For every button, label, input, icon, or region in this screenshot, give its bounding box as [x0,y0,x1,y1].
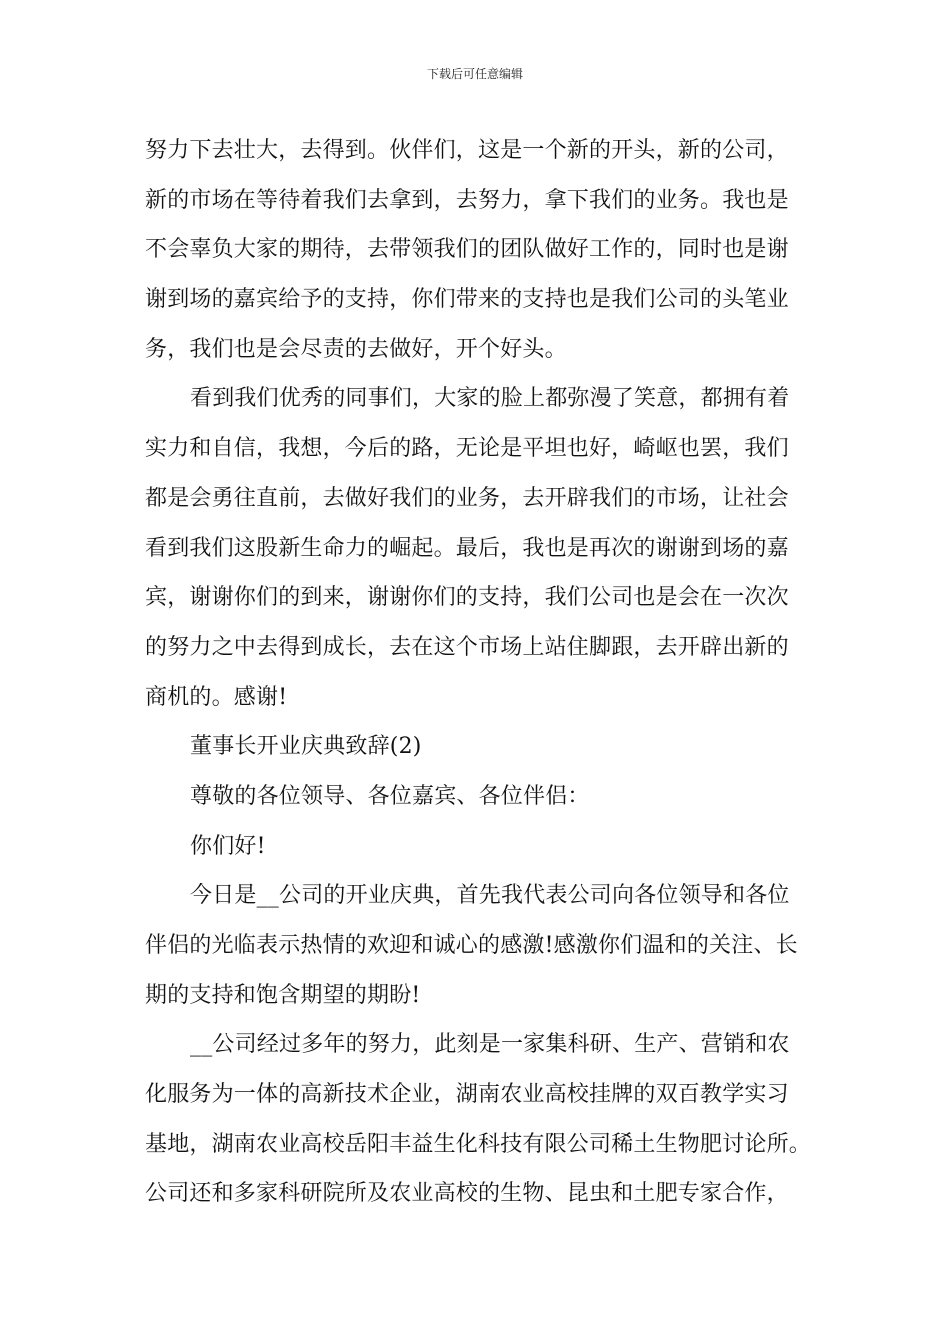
text-line: 你们好! [190,833,266,859]
page-header: 下载后可任意编辑 [426,67,523,81]
text-line: 努力下去壮大，去得到。伙伴们，这是一个新的开头，新的公司， [145,138,789,163]
text-line: 伴侣的光临表示热情的欢迎和诚心的感激!感激你们温和的关注、长 [145,933,798,958]
text-line: 新的市场在等待着我们去拿到，去努力，拿下我们的业务。我也是 [145,187,789,213]
text-line: 公司还和多家科研院所及农业高校的生物、昆虫和土肥专家合作， [145,1181,789,1207]
document-body [145,126,810,1219]
text-line: 务，我们也是会尽责的去做好，开个好头。 [145,336,567,362]
text-line: 期的支持和饱含期望的期盼! [145,982,421,1008]
text-line: 化服务为一体的高新技术企业，湖南农业高校挂牌的双百教学实习 [145,1082,789,1108]
text-line: __公司经过多年的努力，此刻是一家集科研、生产、营销和农 [190,1032,790,1058]
text-line: 商机的。感谢! [145,684,288,710]
text-line: 不会辜负大家的期待，去带领我们的团队做好工作的，同时也是谢 [145,237,789,263]
text-line: 今日是__公司的开业庆典，首先我代表公司向各位领导和各位 [190,883,790,909]
text-line: 看到我们优秀的同事们，大家的脸上都弥漫了笑意，都拥有着 [190,386,790,412]
text-line: 的努力之中去得到成长，去在这个市场上站住脚跟，去开辟出新的 [145,634,789,660]
text-line: 董事长开业庆典致辞(2) [190,734,422,760]
text-line: 基地，湖南农业高校岳阳丰益生化科技有限公司稀土生物肥讨论所。 [145,1131,812,1157]
text-line: 实力和自信，我想，今后的路，无论是平坦也好，崎岖也罢，我们 [145,436,789,462]
text-line: 谢到场的嘉宾给予的支持，你们带来的支持也是我们公司的头笔业 [145,287,789,313]
text-line: 尊敬的各位领导、各位嘉宾、各位伴侣： [190,783,590,809]
text-line: 宾，谢谢你们的到来，谢谢你们的支持，我们公司也是会在一次次 [145,585,789,611]
text-line: 都是会勇往直前，去做好我们的业务，去开辟我们的市场，让社会 [145,485,789,511]
text-line: 看到我们这股新生命力的崛起。最后，我也是再次的谢谢到场的嘉 [145,535,789,561]
